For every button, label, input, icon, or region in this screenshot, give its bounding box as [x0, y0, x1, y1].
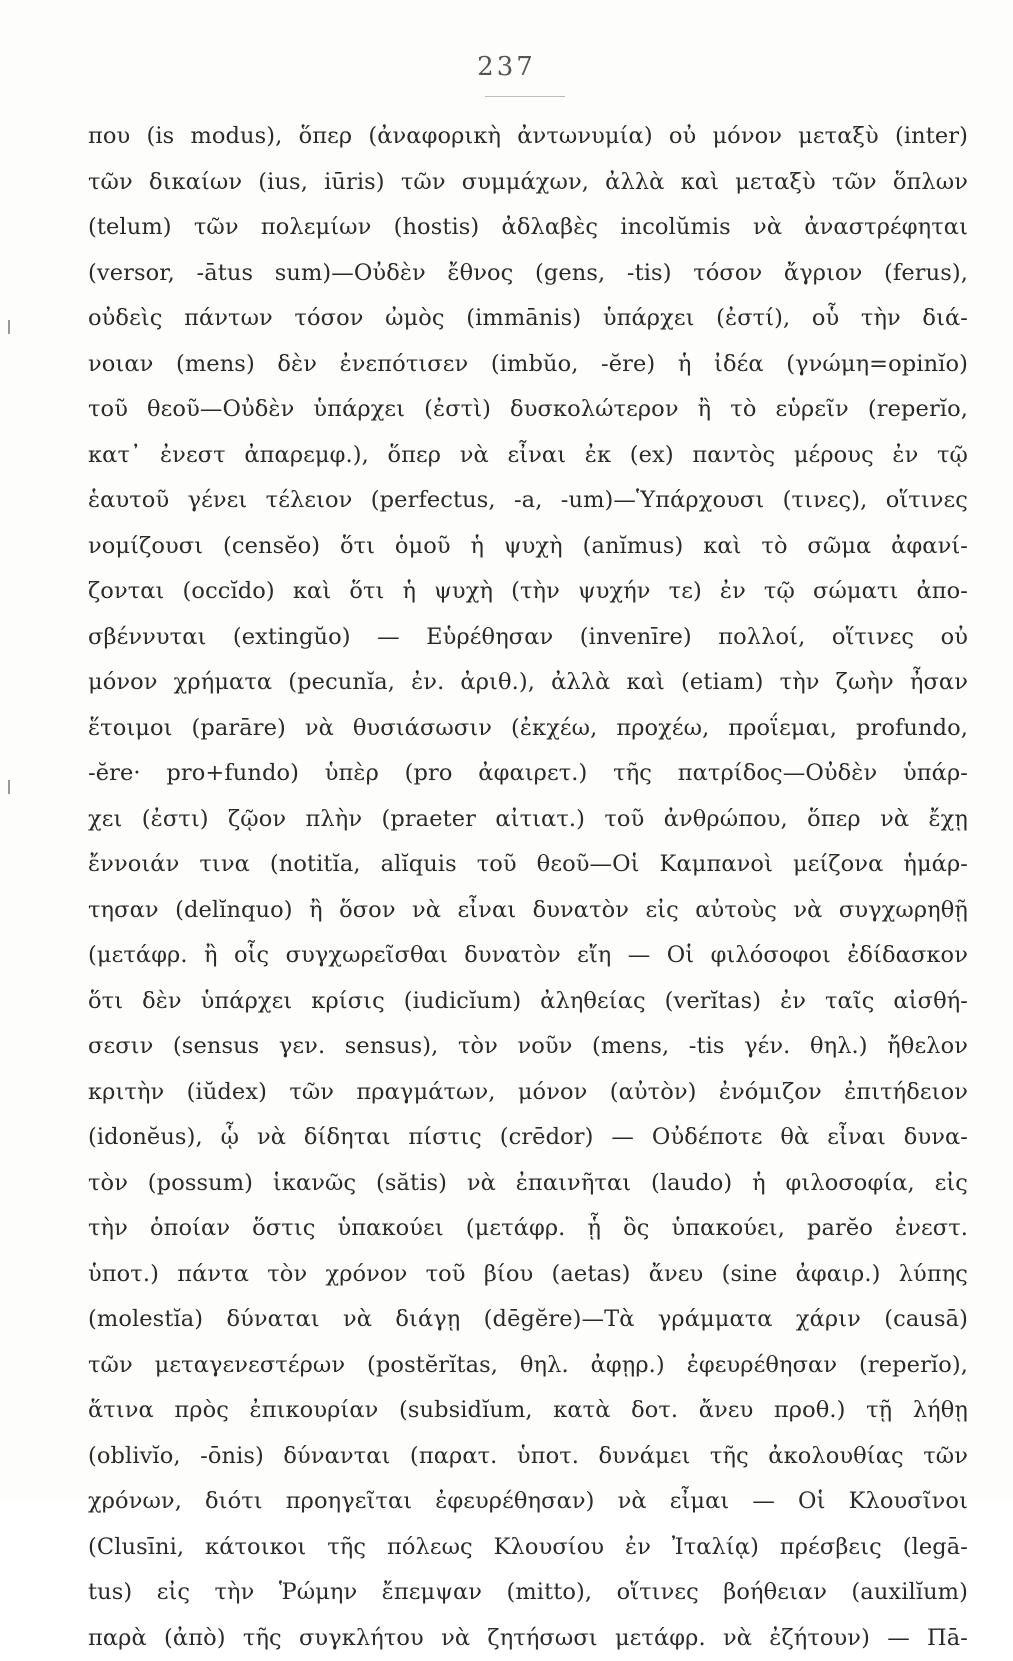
text-line: νομίζουσι (censĕo) ὅτι ὁμοῦ ἡ ψυχὴ (anĭmus) καὶ τὸ σῶμα ἀφανί- — [88, 524, 968, 570]
text-line: χρόνων, διότι προηγεῖται ἐφευρέθησαν) νὰ εἶμαι — Οἱ Κλουσῖνοι — [88, 1479, 968, 1525]
text-line: ἑαυτοῦ γένει τέλειον (perfectus, -a, -um)—Ὑπάρχουσι (τινες), οἵτινες — [88, 478, 968, 524]
text-line: μόνον χρήματα (pecunĭa, ἐν. ἀριθ.), ἀλλὰ καὶ (etiam) τὴν ζωὴν ἦσαν — [88, 660, 968, 706]
text-line: (μετάφρ. ἢ οἷς συγχωρεῖσθαι δυνατὸν εἴη — Οἱ φιλόσοφοι ἐδίδασκον — [88, 933, 968, 979]
header-rule — [485, 96, 565, 97]
text-line: tus) εἰς τὴν Ῥώμην ἔπεμψαν (mitto), οἵτινες βοήθειαν (auxilĭum) — [88, 1570, 968, 1616]
text-line: σεσιν (sensus γεν. sensus), τὸν νοῦν (mens, -tis γέν. θηλ.) ἤθελον — [88, 1024, 968, 1070]
text-line: τὸν (possum) ἱκανῶς (sătis) νὰ ἐπαινῆται (laudo) ἡ φιλοσοφία, εἰς — [88, 1161, 968, 1207]
text-line: (Clusīni, κάτοικοι τῆς πόλεως Κλουσίου ἐν Ἰταλίᾳ) πρέσβεις (legā- — [88, 1525, 968, 1571]
body-text — [88, 114, 968, 1661]
text-line: οὐδεὶς πάντων τόσον ὠμὸς (immānis) ὑπάρχει (ἐστί), οὗ τὴν διά- — [88, 296, 968, 342]
text-line: (idonĕus), ᾧ νὰ δίδηται πίστις (crēdor) — Οὐδέποτε θὰ εἶναι δυνα- — [88, 1115, 968, 1161]
text-line: ὅτι δὲν ὑπάρχει κρίσις (iudicĭum) ἀληθείας (verĭtas) ἐν ταῖς αἰσθή- — [88, 979, 968, 1025]
margin-mark — [8, 320, 10, 334]
text-line: τὴν ὁποίαν ὅστις ὑπακούει (μετάφρ. ᾗ ὃς ὑπακούει, parĕo ἐνεστ. — [88, 1206, 968, 1252]
text-line: τησαν (delĭnquo) ἢ ὅσον νὰ εἶναι δυνατὸν εἰς αὐτοὺς νὰ συγχωρηθῇ — [88, 888, 968, 934]
text-line: ἅτινα πρὸς ἐπικουρίαν (subsidĭum, κατὰ δοτ. ἄνευ προθ.) τῇ λήθῃ — [88, 1388, 968, 1434]
text-line: -ĕre· pro+fundo) ὑπὲρ (pro ἀφαιρετ.) τῆς πατρίδος—Οὐδὲν ὑπάρ- — [88, 751, 968, 797]
text-line: χει (ἐστι) ζῷον πλὴν (praeter αἰτιατ.) τοῦ ἀνθρώπου, ὅπερ νὰ ἔχῃ — [88, 797, 968, 843]
text-line: νοιαν (mens) δὲν ἐνεπότισεν (imbŭo, -ĕre) ἡ ἰδέα (γνώμη=opinĭo) — [88, 342, 968, 388]
text-line: (telum) τῶν πολεμίων (hostis) ἀδλαβὲς incolŭmis νὰ ἀναστρέφηται — [88, 205, 968, 251]
text-line: ζονται (occĭdo) καὶ ὅτι ἡ ψυχὴ (τὴν ψυχήν τε) ἐν τῷ σώματι ἀπο- — [88, 569, 968, 615]
text-line: (molestĭa) δύναται νὰ διάγῃ (dēgĕre)—Τὰ γράμματα χάριν (causā) — [88, 1297, 968, 1343]
text-line: τῶν δικαίων (ius, iūris) τῶν συμμάχων, ἀλλὰ καὶ μεταξὺ τῶν ὅπλων — [88, 160, 968, 206]
text-line: ἕτοιμοι (parāre) νὰ θυσιάσωσιν (ἐκχέω, προχέω, προΐεμαι, profundo, — [88, 706, 968, 752]
text-line: κατ᾽ ἐνεστ ἀπαρεμφ.), ὅπερ νὰ εἶναι ἐκ (ex) παντὸς μέρους ἐν τῷ — [88, 433, 968, 479]
text-line: τῶν μεταγενεστέρων (postĕrĭtas, θηλ. ἀφῃρ.) ἐφευρέθησαν (reperĭo), — [88, 1343, 968, 1389]
text-line: (versor, -ātus sum)—Οὐδὲν ἔθνος (gens, -tis) τόσον ἄγριον (ferus), — [88, 251, 968, 297]
text-line: ἔννοιάν τινα (notitĭa, alĭquis τοῦ θεοῦ—Οἱ Καμπανοὶ μείζονα ἡμάρ- — [88, 842, 968, 888]
text-line: παρὰ (ἀπὸ) τῆς συγκλήτου νὰ ζητήσωσι μετάφρ. νὰ ἐζήτουν) — Πā- — [88, 1616, 968, 1661]
text-line: σβέννυται (extingŭo) — Εὑρέθησαν (invenīre) πολλοί, οἵτινες οὐ — [88, 615, 968, 661]
text-line: (oblivĭo, -ōnis) δύνανται (παρατ. ὑποτ. δυνάμει τῆς ἀκολουθίας τῶν — [88, 1434, 968, 1480]
text-line: ὑποτ.) πάντα τὸν χρόνον τοῦ βίου (aetas) ἄνευ (sine ἀφαιρ.) λύπης — [88, 1252, 968, 1298]
margin-mark — [8, 780, 10, 794]
text-line: τοῦ θεοῦ—Οὐδὲν ὑπάρχει (ἐστὶ) δυσκολώτερον ἢ τὸ εὑρεῖν (reperĭo, — [88, 387, 968, 433]
page-number: 237 — [0, 52, 1013, 82]
text-line: κριτὴν (iŭdex) τῶν πραγμάτων, μόνον (αὐτὸν) ἐνόμιζον ἐπιτήδειον — [88, 1070, 968, 1116]
text-line: που (is modus), ὅπερ (ἀναφορικὴ ἀντωνυμία) οὐ μόνον μεταξὺ (inter) — [88, 114, 968, 160]
